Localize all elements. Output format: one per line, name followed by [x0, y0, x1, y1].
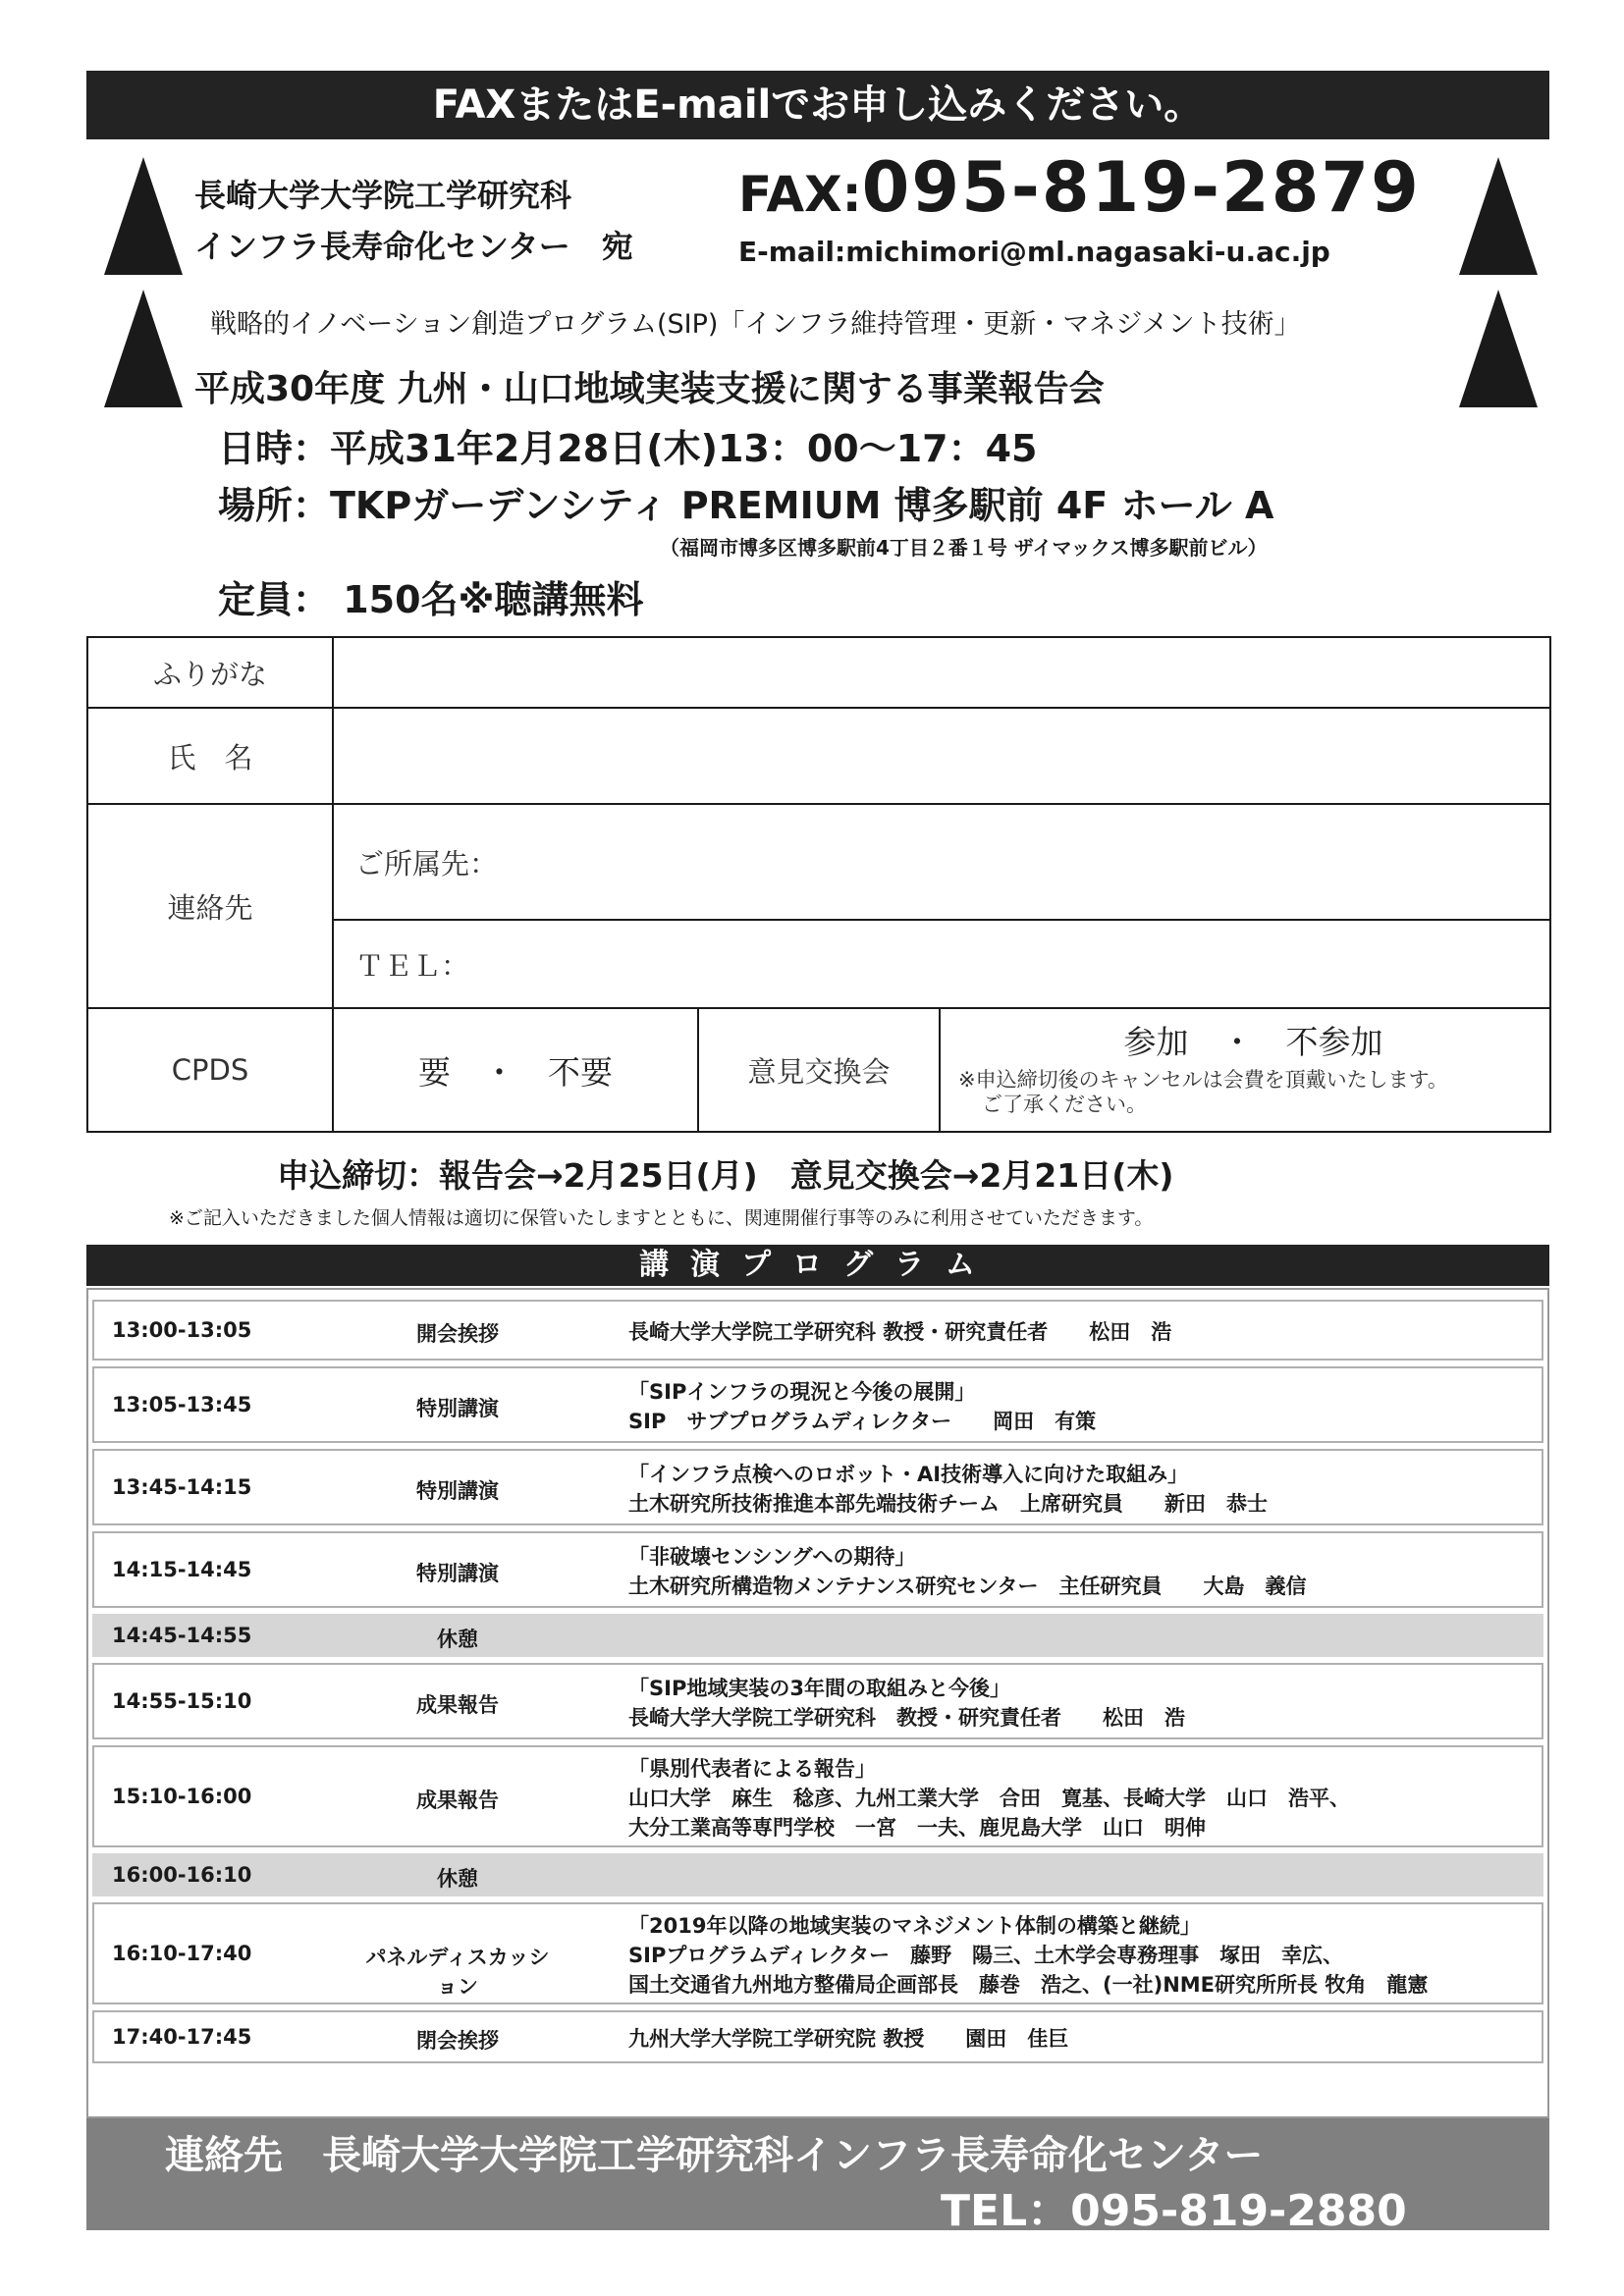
recipient-org-line2: インフラ長寿命化センター 宛: [194, 228, 633, 265]
footer-contact: [86, 2118, 1549, 2236]
program-kind: 休憩: [437, 1628, 478, 1651]
name-label: 氏 名: [87, 708, 333, 804]
program-detail-line: 「SIPインフラの現況と今後の展開」: [628, 1380, 976, 1404]
event-date: 日時：平成31年2月28日(木)13：00～17：45: [218, 427, 1038, 470]
program-detail-line: 「県別代表者による報告」: [628, 1757, 876, 1781]
exchange-label: 意見交換会: [698, 1008, 940, 1132]
program-row: [92, 2010, 1543, 2063]
program-details: [628, 1911, 1428, 2000]
exchange-note-2: ご了承ください。: [982, 1092, 1147, 1116]
fax-number: [738, 147, 1421, 228]
program-time: 14:45-14:55: [112, 1624, 252, 1647]
program-kind: 休憩: [437, 1867, 478, 1891]
program-kind: 成果報告: [416, 1789, 499, 1812]
application-banner: FAXまたはE-mailでお申し込みください。: [86, 71, 1549, 139]
program-time: 13:45-14:15: [112, 1475, 252, 1499]
program-kind: 特別講演: [416, 1397, 499, 1420]
exchange-note-1: ※申込締切後のキャンセルは会費を頂戴いたします。: [958, 1067, 1448, 1092]
program-row: [92, 1366, 1543, 1443]
program-table: [86, 1288, 1549, 2118]
furigana-field[interactable]: [333, 637, 1550, 708]
program-detail-line: 「非破壊センシングへの期待」: [628, 1545, 916, 1569]
cpds-options[interactable]: 要 ・ 不要: [333, 1008, 698, 1132]
program-row: [92, 1902, 1543, 2004]
tel-field[interactable]: [333, 920, 1550, 1008]
program-kind: 開会挨拶: [416, 1322, 499, 1346]
program-time: 15:10-16:00: [112, 1785, 252, 1808]
program-name: 戦略的イノベーション創造プログラム(SIP)「インフラ維持管理・更新・マネジメント技術」: [210, 309, 1301, 340]
program-kind: パネルディスカッション: [365, 1946, 550, 1999]
deadline: 申込締切：報告会→2月25日(月) 意見交換会→2月21日(木): [277, 1156, 1174, 1195]
event-address: （福岡市博多区博多駅前4丁目２番１号 ザイマックス博多駅前ビル）: [660, 536, 1268, 560]
program-row: [92, 1614, 1543, 1657]
program-time: 16:00-16:10: [112, 1863, 252, 1887]
program-time: 13:05-13:45: [112, 1393, 252, 1416]
program-details: [628, 1754, 1350, 1842]
program-details: [628, 1542, 1306, 1601]
program-detail-line: SIPプログラムディレクター 藤野 陽三、土木学会専務理事 塚田 幸広、: [628, 1944, 1344, 1967]
fax-digits: 095-819-2879: [861, 147, 1421, 228]
program-detail-line: 「SIP地域実装の3年間の取組みと今後」: [628, 1677, 1010, 1700]
program-details: [628, 1674, 1185, 1733]
triangle-icon: [104, 290, 183, 407]
program-heading: 講演プログラム: [86, 1245, 1549, 1286]
program-detail-line: 「インフラ点検へのロボット・AI技術導入に向けた取組み」: [628, 1463, 1189, 1486]
program-detail-line: 土木研究所技術推進本部先端技術チーム 上席研究員 新田 恭士: [628, 1492, 1268, 1516]
program-detail-line: 長崎大学大学院工学研究科 教授・研究責任者 松田 浩: [628, 1706, 1185, 1730]
exchange-cell[interactable]: [940, 1008, 1550, 1132]
triangle-icon: [1459, 157, 1538, 275]
email-address[interactable]: E-mail:michimori@ml.nagasaki-u.ac.jp: [738, 236, 1330, 268]
exchange-options[interactable]: 参加 ・ 不参加: [1123, 1023, 1383, 1062]
footer-tel: TEL：095-819-2880: [941, 2186, 1407, 2236]
program-detail-line: 九州大学大学院工学研究院 教授 園田 佳巨: [628, 2027, 1069, 2051]
program-details: [628, 1317, 1171, 1347]
program-kind: 特別講演: [416, 1479, 499, 1503]
program-detail-line: 大分工業高等専門学校 一宮 一夫、鹿児島大学 山口 明伸: [628, 1816, 1206, 1840]
program-detail-line: SIP サブプログラムディレクター 岡田 有策: [628, 1410, 1097, 1433]
registration-form: [86, 636, 1551, 1133]
program-details: [628, 2024, 1068, 2054]
program-time: 17:40-17:45: [112, 2025, 252, 2049]
program-row: [92, 1745, 1543, 1847]
program-row: [92, 1853, 1543, 1896]
program-time: 16:10-17:40: [112, 1942, 252, 1965]
program-detail-line: 国土交通省九州地方整備局企画部長 藤巻 浩之、(一社)NME研究所所長 牧角 龍憲: [628, 1973, 1429, 1997]
program-detail-line: 土木研究所構造物メンテナンス研究センター 主任研究員 大島 義信: [628, 1575, 1307, 1598]
contact-label: 連絡先: [87, 804, 333, 1008]
program-kind: 成果報告: [416, 1693, 499, 1717]
program-time: 14:55-15:10: [112, 1689, 252, 1713]
cpds-label: CPDS: [87, 1008, 333, 1132]
recipient-org-line1: 長崎大学大学院工学研究科: [194, 177, 572, 214]
program-details: [628, 1377, 1096, 1436]
program-kind: 特別講演: [416, 1562, 499, 1585]
program-row: [92, 1449, 1543, 1525]
program-row: [92, 1531, 1543, 1608]
program-detail-line: 「2019年以降の地域実装のマネジメント体制の構築と継続」: [628, 1914, 1201, 1938]
triangle-icon: [104, 157, 183, 275]
tel-label: ＴＥＬ：: [355, 948, 470, 983]
program-detail-line: 山口大学 麻生 稔彦、九州工業大学 合田 寛基、長崎大学 山口 浩平、: [628, 1787, 1350, 1810]
program-row: [92, 1300, 1543, 1361]
program-kind: 閉会挨拶: [416, 2029, 499, 2053]
program-details: [628, 1460, 1268, 1519]
furigana-label: ふりがな: [87, 637, 333, 708]
event-venue: 場所：TKPガーデンシティ PREMIUM 博多駅前 4F ホール A: [218, 484, 1274, 527]
event-capacity: 定員： 150名※聴講無料: [218, 578, 644, 621]
affiliation-label: ご所属先：: [355, 846, 499, 881]
event-title: 平成30年度 九州・山口地域実装支援に関する事業報告会: [194, 369, 1105, 409]
privacy-note: ※ご記入いただきました個人情報は適切に保管いたしますとともに、関連開催行事等のみに利用させていただきます。: [169, 1207, 1154, 1229]
name-field[interactable]: [333, 708, 1550, 804]
footer-contact-text: 連絡先 長崎大学大学院工学研究科インフラ長寿命化センター: [165, 2133, 1264, 2178]
triangle-icon: [1459, 290, 1538, 407]
program-detail-line: 長崎大学大学院工学研究科 教授・研究責任者 松田 浩: [628, 1320, 1172, 1344]
affiliation-field[interactable]: [333, 804, 1550, 920]
program-time: 14:15-14:45: [112, 1558, 252, 1581]
program-time: 13:00-13:05: [112, 1318, 252, 1342]
fax-label: FAX:: [738, 166, 862, 223]
program-row: [92, 1663, 1543, 1739]
